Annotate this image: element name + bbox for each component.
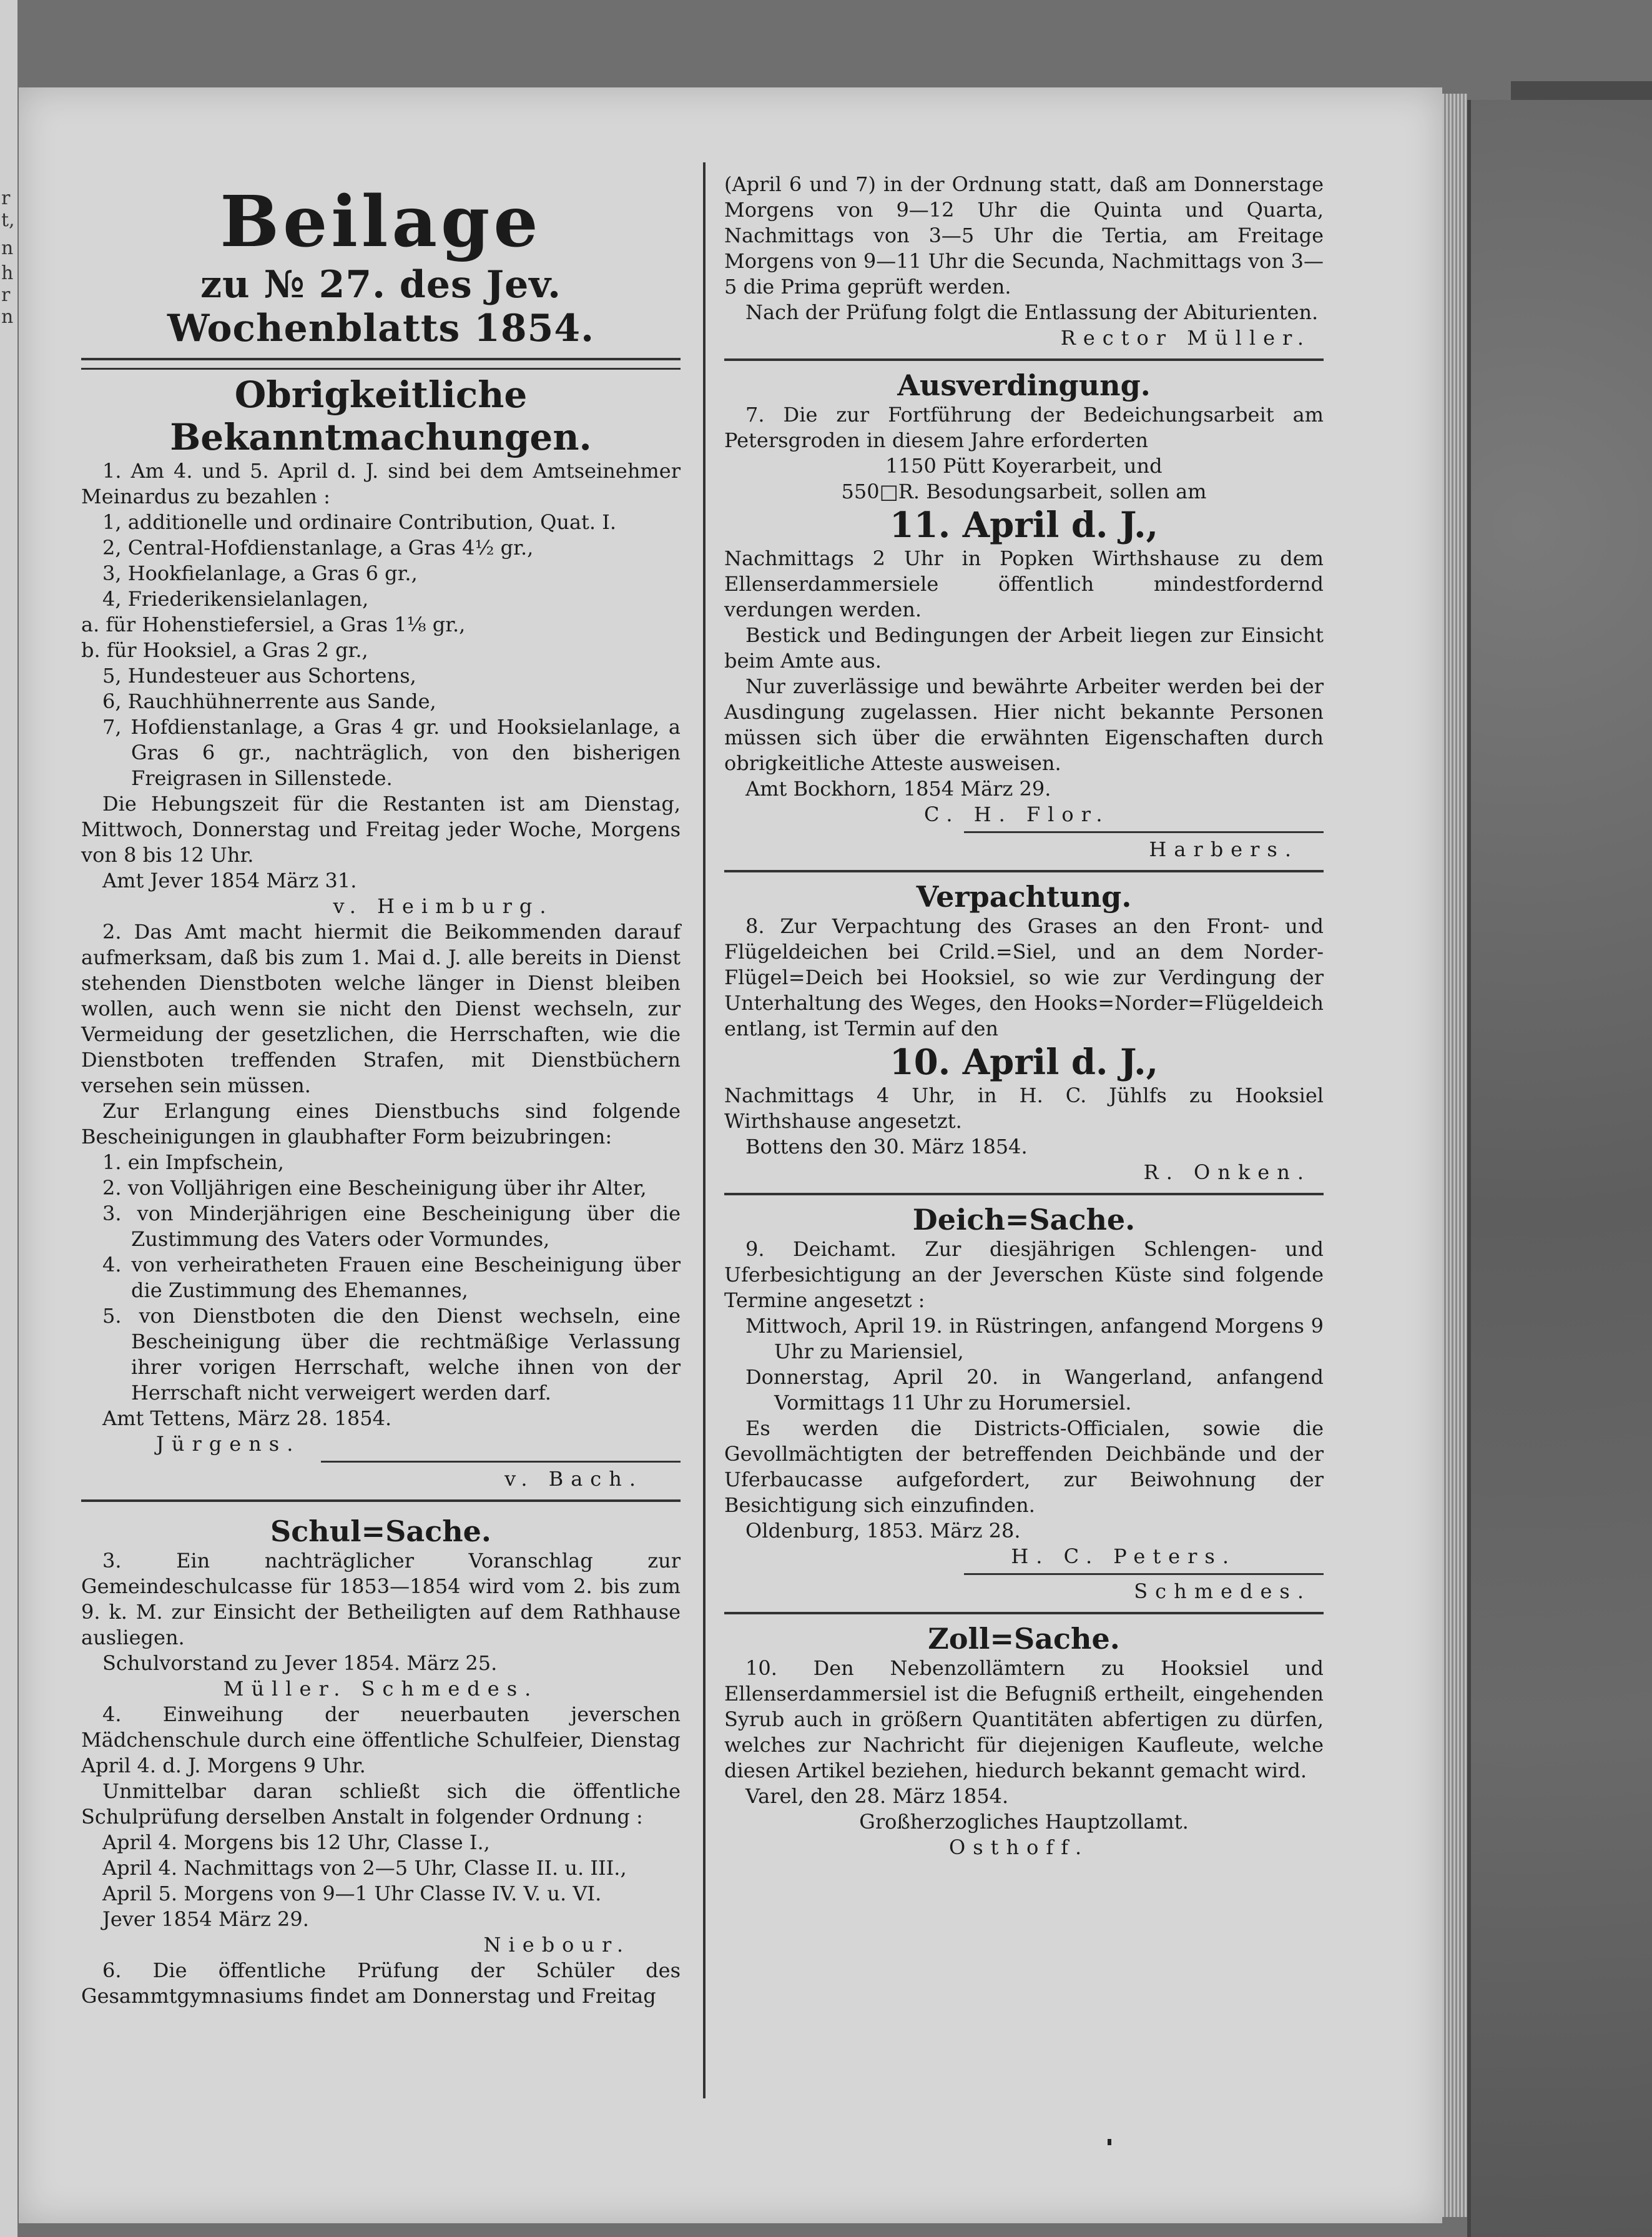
paragraph: Nachmittags 2 Uhr in Popken Wirthshause zu dem Ellenserdammersiele öffentlich mindestfordernd verdungen werden. bbox=[724, 546, 1324, 621]
page-title: Beilage bbox=[220, 181, 542, 263]
section-heading: Deich=Sache. bbox=[912, 1203, 1136, 1237]
term-item: Mittwoch, April 19. in Rüstringen, anfangend Morgens 9 Uhr zu Mariensiel, bbox=[745, 1314, 1324, 1363]
date-highlight: 11. April d. J., bbox=[889, 505, 1159, 546]
date-highlight: 10. April d. J., bbox=[889, 1042, 1159, 1083]
divider bbox=[81, 358, 681, 360]
signature: R. Onken. bbox=[1143, 1160, 1311, 1184]
paragraph: Nachmittags 4 Uhr, in H. C. Jühlfs zu Hooksiel Wirthshause angesetzt. bbox=[724, 1084, 1324, 1133]
list-item: 5, Hundesteuer aus Schortens, bbox=[102, 664, 416, 688]
left-column bbox=[81, 181, 681, 2009]
place-date: Jever 1854 März 29. bbox=[102, 1907, 309, 1931]
page-edges bbox=[1442, 94, 1467, 2217]
document-page bbox=[19, 87, 1442, 2223]
work-line: 550□R. Besodungsarbeit, sollen am bbox=[841, 480, 1207, 503]
requirements-list bbox=[81, 1150, 681, 1406]
section-heading: Zoll=Sache. bbox=[928, 1622, 1120, 1656]
signature: Harbers. bbox=[1149, 837, 1299, 861]
paragraph: 3. Ein nachträglicher Voranschlag zur Gemeindeschulcasse für 1853—1854 wird vom 2. bis zum 9. k. M. zur Einsicht der Betheiligten auf dem Rathhause ausliegen. bbox=[81, 1549, 681, 1649]
signature: Rector Müller. bbox=[1060, 326, 1311, 350]
divider bbox=[724, 358, 1324, 361]
paragraph: 2. Das Amt macht hiermit die Beikommenden darauf aufmerksam, daß bis zum 1. Mai d. J. alle bereits in Dienst stehenden Dienstboten welche länger in Dienst bleiben wollen, auch wenn sie nicht den Dienst wechseln, zur Vermeidung der gesetzlichen, die Herrschaften, wie die Dienstboten treffenden Strafen, mit Dienstbüchern versehen sein müssen. bbox=[81, 920, 681, 1097]
list-item: 1, additionelle und ordinaire Contribution, Quat. I. bbox=[102, 510, 617, 534]
schedule-item: April 4. Nachmittags von 2—5 Uhr, Classe II. u. III., bbox=[102, 1856, 627, 1880]
place-date: Bottens den 30. März 1854. bbox=[745, 1135, 1028, 1158]
signature-rule bbox=[321, 1461, 681, 1463]
paragraph: 6. Die öffentliche Prüfung der Schüler des Gesammtgymnasiums findet am Donnerstag und Freitag bbox=[81, 1958, 681, 2008]
paragraph: Die Hebungszeit für die Restanten ist am Dienstag, Mittwoch, Donnerstag und Freitag jeder Woche, Morgens von 8 bis 12 Uhr. bbox=[81, 792, 681, 867]
fragment: t, bbox=[1, 209, 15, 231]
column-divider bbox=[703, 162, 706, 2098]
list-item: 3, Hookfielanlage, a Gras 6 gr., bbox=[102, 561, 418, 585]
divider bbox=[724, 870, 1324, 872]
divider bbox=[81, 1499, 681, 1502]
payment-list bbox=[81, 510, 681, 791]
paragraph: Zur Erlangung eines Dienstbuchs sind folgende Bescheinigungen in glaubhafter Form beizubringen: bbox=[81, 1099, 681, 1148]
signature: C. H. Flor. bbox=[924, 802, 1110, 826]
place-date: Amt Jever 1854 März 31. bbox=[102, 869, 357, 892]
signature: v. Bach. bbox=[504, 1467, 643, 1491]
fragment: n bbox=[1, 237, 14, 259]
list-item: 4. von verheiratheten Frauen eine Bescheinigung über die Zustimmung des Ehemannes, bbox=[102, 1253, 681, 1302]
divider bbox=[81, 368, 681, 370]
list-item: 1. ein Impfschein, bbox=[102, 1150, 284, 1174]
signature-rule bbox=[964, 831, 1324, 833]
signature: v. Heimburg. bbox=[333, 894, 554, 918]
list-item: 2. von Volljährigen eine Bescheinigung über ihr Alter, bbox=[102, 1176, 647, 1200]
fragment: h bbox=[1, 262, 14, 284]
list-item: 2, Central-Hofdienstanlage, a Gras 4½ gr., bbox=[102, 536, 534, 560]
fragment: r bbox=[1, 187, 11, 209]
place-date: Oldenburg, 1853. März 28. bbox=[745, 1519, 1021, 1543]
schedule-item: April 4. Morgens bis 12 Uhr, Classe I., bbox=[102, 1830, 490, 1854]
place-date: Varel, den 28. März 1854. bbox=[745, 1784, 1009, 1808]
paragraph: 7. Die zur Fortführung der Bedeichungsarbeit am Petersgroden in diesem Jahre erforderten bbox=[724, 403, 1324, 452]
paragraph: Unmittelbar daran schließt sich die öffentliche Schulprüfung derselben Anstalt in folgender Ordnung : bbox=[81, 1779, 681, 1829]
list-item: 5. von Dienstboten die den Dienst wechseln, eine Bescheinigung über die rechtmäßige Verlassung ihrer vorigen Herrschaft, welche ihnen von der Herrschaft nicht verweigert werden darf. bbox=[102, 1304, 681, 1405]
ink-speck bbox=[1108, 2139, 1111, 2145]
page-subtitle: zu № 27. des Jev. Wochenblatts 1854. bbox=[167, 263, 595, 350]
paragraph: 9. Deichamt. Zur diesjährigen Schlengen- und Uferbesichtigung an der Jeverschen Küste sind folgende Termine angesetzt : bbox=[724, 1237, 1324, 1312]
list-item: 7, Hofdienstanlage, a Gras 4 gr. und Hooksielanlage, a Gras 6 gr., nachträglich, von den bisherigen Freigrasen in Sillenstede. bbox=[102, 715, 681, 790]
paragraph: 10. Den Nebenzollämtern zu Hooksiel und Ellenserdammersiel ist die Befugniß ertheilt, eingehenden Syrub auch in größern Quantitäten abfertigen zu dürfen, welches zur Nachricht für diejenigen Kaufleute, welche diesen Artikel beziehen, hiedurch bekannt gemacht wird. bbox=[724, 1656, 1324, 1782]
paragraph: Nur zuverlässige und bewährte Arbeiter werden bei der Ausdingung zugelassen. Hier nicht bekannte Personen müssen sich über die erwähnten Eigenschaften durch obrigkeitliche Atteste ausweisen. bbox=[724, 674, 1324, 775]
previous-page-strip bbox=[0, 0, 17, 2237]
schedule-item: April 5. Morgens von 9—1 Uhr Classe IV. V. u. VI. bbox=[102, 1882, 602, 1905]
section-heading: Ausverdingung. bbox=[897, 368, 1151, 402]
place-date: Schulvorstand zu Jever 1854. März 25. bbox=[102, 1651, 498, 1675]
paragraph: Bestick und Bedingungen der Arbeit liegen zur Einsicht beim Amte aus. bbox=[724, 623, 1324, 673]
signature-rule bbox=[964, 1573, 1324, 1575]
paragraph: (April 6 und 7) in der Ordnung statt, daß am Donnerstage Morgens von 9—12 Uhr die Quinta und Quarta, Nachmittags von 3—5 Uhr die Tertia, am Freitage Morgens von 9—11 Uhr die Secunda, Nachmittags von 3—5 die Prima geprüft werden. bbox=[724, 172, 1324, 299]
paragraph: 1. Am 4. und 5. April d. J. sind bei dem Amtseinehmer Meinardus zu bezahlen : bbox=[81, 459, 681, 508]
signature: Schmedes. bbox=[1134, 1579, 1311, 1603]
list-item: 4, Friederikensielanlagen, bbox=[102, 587, 369, 611]
paragraph: Es werden die Districts-Officialen, sowie die Gevollmächtigten der betreffenden Deichbände und der Uferbaucasse aufgefordert, zur Beiwohnung der Besichtigung sich einzufinden. bbox=[724, 1416, 1324, 1517]
list-subitem: a. für Hohenstiefersiel, a Gras 1⅛ gr., bbox=[81, 613, 466, 636]
list-item: 6, Rauchhühnerrente aus Sande, bbox=[102, 689, 436, 713]
signature: Jürgens. bbox=[156, 1432, 301, 1456]
book-cover bbox=[1467, 100, 1652, 2237]
fragment: n bbox=[1, 306, 14, 328]
signature: Osthoff. bbox=[949, 1835, 1089, 1859]
signatures: Müller. Schmedes. bbox=[223, 1677, 539, 1701]
divider bbox=[724, 1612, 1324, 1614]
term-item: Donnerstag, April 20. in Wangerland, anfangend Vormittags 11 Uhr zu Horumersiel. bbox=[745, 1365, 1324, 1415]
right-column bbox=[724, 172, 1324, 1860]
signature: Niebour. bbox=[483, 1933, 631, 1957]
work-line: 1150 Pütt Koyerarbeit, und bbox=[885, 454, 1163, 478]
signature: H. C. Peters. bbox=[1011, 1544, 1236, 1568]
place-date: Amt Bockhorn, 1854 März 29. bbox=[745, 777, 1051, 801]
paragraph: 4. Einweihung der neuerbauten jeverschen Mädchenschule durch eine öffentliche Schulfeier, Dienstag April 4. d. J. Morgens 9 Uhr. bbox=[81, 1702, 681, 1777]
organization: Großherzogliches Hauptzollamt. bbox=[859, 1810, 1189, 1834]
fragment: r bbox=[1, 284, 11, 306]
section-heading: Verpachtung. bbox=[916, 880, 1132, 914]
section-heading: Schul=Sache. bbox=[270, 1514, 491, 1548]
list-subitem: b. für Hooksiel, a Gras 2 gr., bbox=[81, 638, 368, 662]
list-item: 3. von Minderjährigen eine Bescheinigung über die Zustimmung des Vaters oder Vormundes, bbox=[102, 1202, 681, 1251]
place-date: Amt Tettens, März 28. 1854. bbox=[102, 1406, 392, 1430]
section-heading: Obrigkeitliche Bekanntmachungen. bbox=[170, 373, 592, 458]
divider bbox=[724, 1193, 1324, 1195]
paragraph: 8. Zur Verpachtung des Grases an den Front- und Flügeldeichen bei Crild.=Siel, und an dem Norder-Flügel=Deich bei Hooksiel, so wie zur Verdingung der Unterhaltung des Weges, den Hooks=Norder=Flügeldeich entlang, ist Termin auf den bbox=[724, 914, 1324, 1040]
paragraph: Nach der Prüfung folgt die Entlassung der Abiturienten. bbox=[745, 300, 1319, 324]
